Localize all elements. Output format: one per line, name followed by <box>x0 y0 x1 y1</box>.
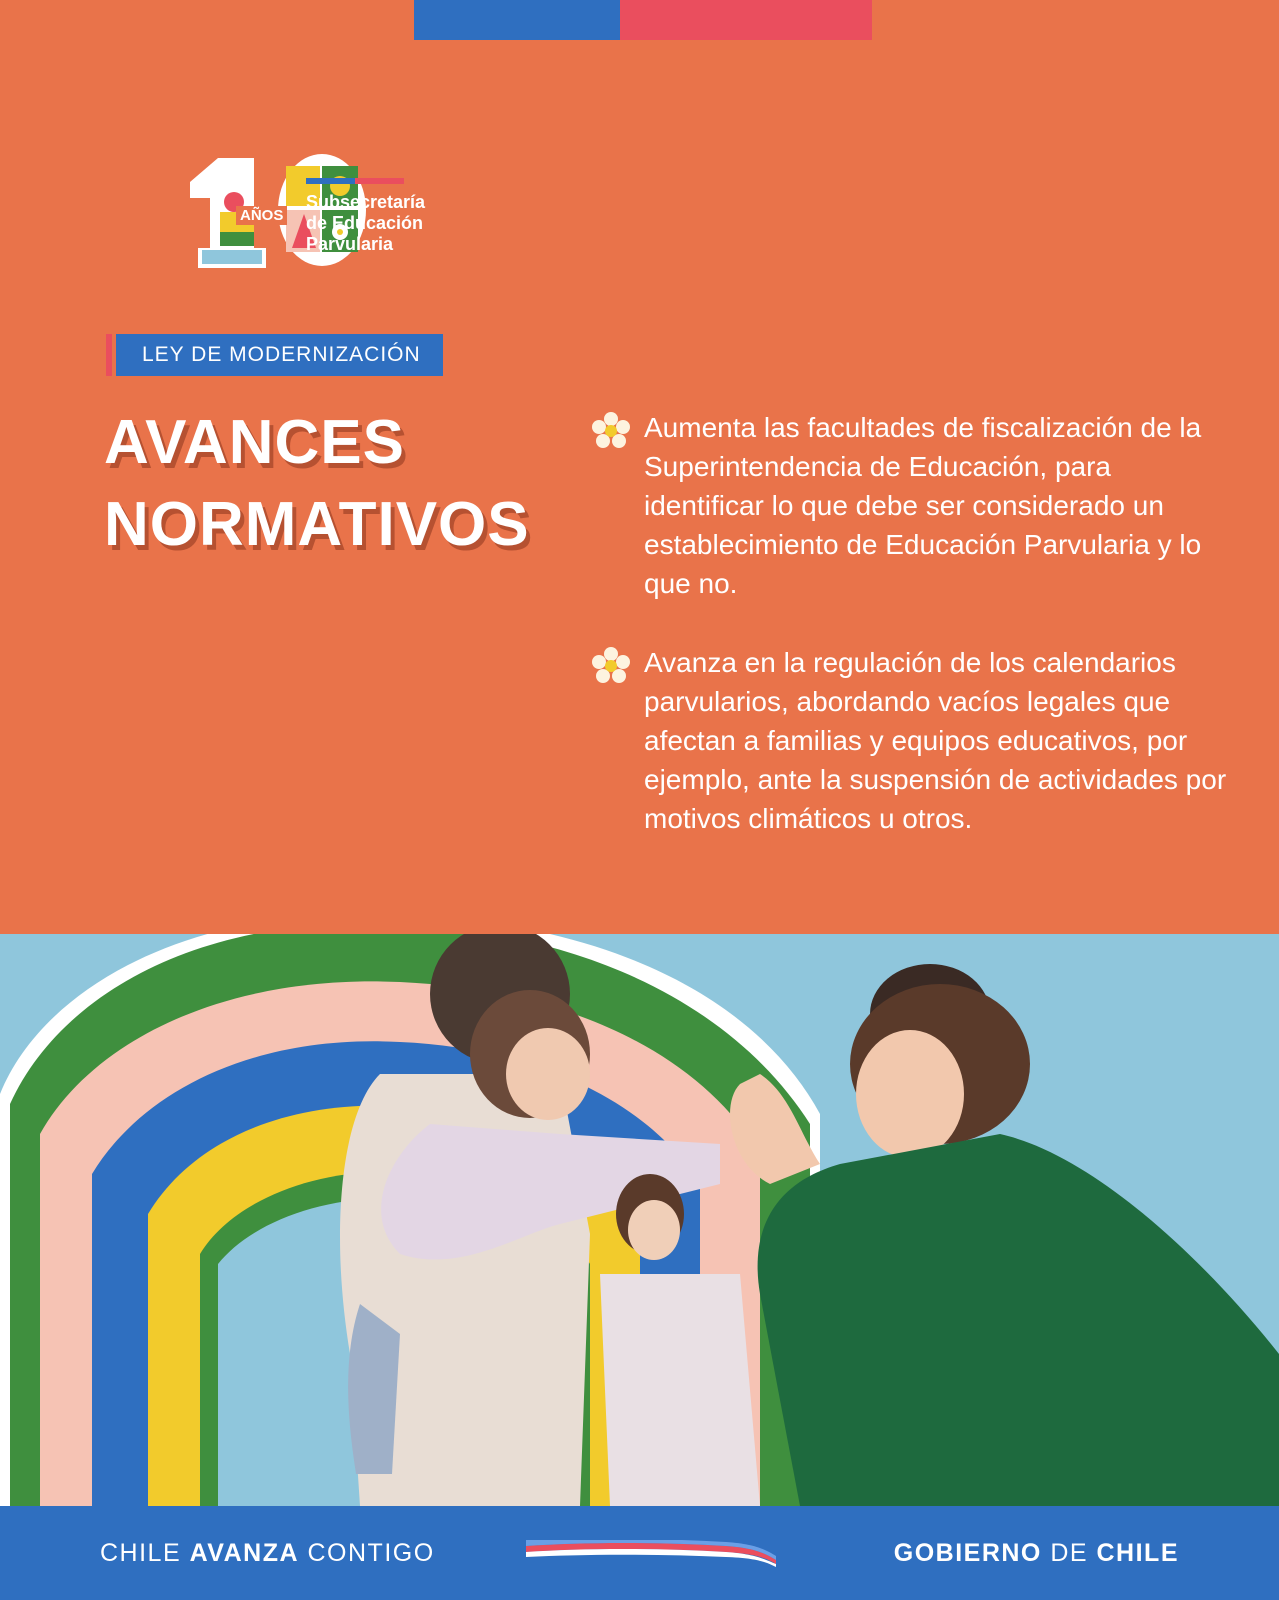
footer-slogan: CHILE AVANZA CONTIGO <box>100 1539 435 1567</box>
title-line-1: AVANCES <box>104 408 405 477</box>
page-title <box>104 402 530 566</box>
section-tag <box>106 334 443 376</box>
list-item <box>590 408 1230 603</box>
footer-government: GOBIERNO DE CHILE <box>893 1539 1179 1567</box>
logo-flag-bar <box>306 178 404 184</box>
flag-wave-icon <box>526 1540 776 1568</box>
years-badge: AÑOS <box>236 206 287 225</box>
rainbow-illustration <box>0 934 1279 1506</box>
photo-section <box>0 934 1279 1506</box>
people-photo <box>340 934 1279 1506</box>
institution-line-1: Subsecretaría <box>306 192 426 212</box>
bullet-text: Aumenta las facultades de fiscalización de la Superintendencia de Educación, para identificar lo que debe ser considerado un establecimiento de Educación Parvularia y lo que no. <box>644 412 1202 599</box>
footer-bar <box>0 1506 1279 1600</box>
bullet-text: Avanza en la regulación de los calendarios parvularios, abordando vacíos legales que afectan a familias y equipos educativos, por ejemplo, ante la suspensión de actividades por motivos climáticos u otros. <box>644 647 1227 834</box>
bullet-list <box>590 408 1230 878</box>
institution-line-2: de Educación <box>306 213 424 233</box>
flower-icon <box>590 645 632 687</box>
institution-line-3: Parvularia <box>306 234 394 254</box>
stripe-red <box>620 0 872 40</box>
stripe-blue <box>414 0 620 40</box>
title-line-2: NORMATIVOS <box>104 490 530 559</box>
flower-icon <box>590 410 632 452</box>
list-item <box>590 643 1230 838</box>
section-tag-label: LEY DE MODERNIZACIÓN <box>122 334 443 376</box>
top-flag-stripe <box>414 0 872 40</box>
institution-name <box>306 192 425 255</box>
